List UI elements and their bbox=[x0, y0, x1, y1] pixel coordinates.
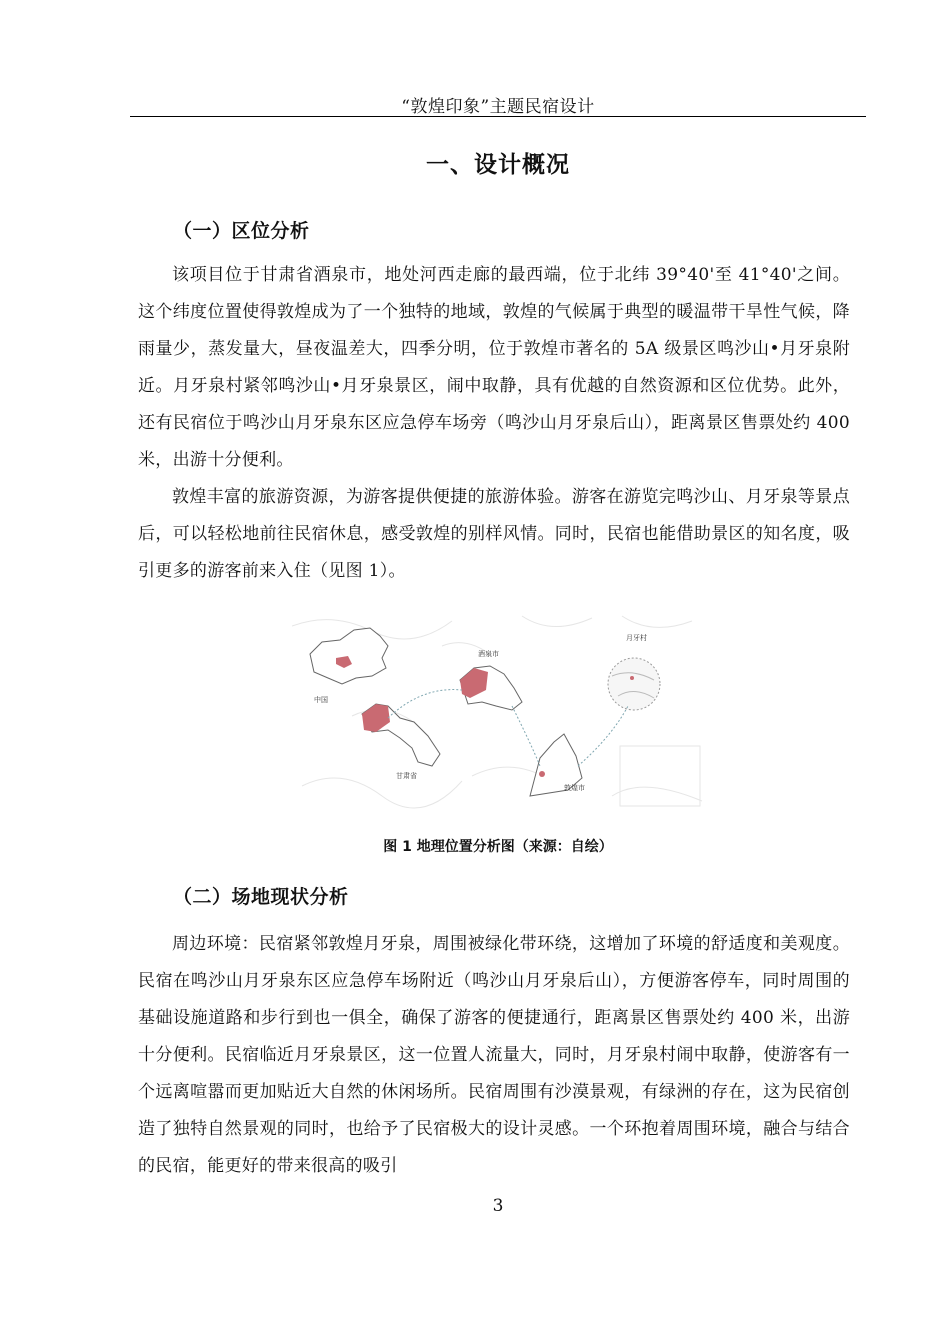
section-title-site: （二）场地现状分析 bbox=[173, 886, 349, 908]
paragraph-location-1: 该项目位于甘肃省酒泉市，地处河西走廊的最西端，位于北纬 39°40'至 41°40'之间。这个纬度位置使得敦煌成为了一个独特的地域，敦煌的气候属于典型的暖温带干旱性气候，降雨量少，蒸发量大，昼夜温差大，四季分明，位于敦煌市著名的 5A 级景区鸣沙山•月牙泉附近。月牙泉村紧邻鸣沙山•月牙泉景区，闹中取静，具有优越的自然资源和区位优势。此外，还有民宿位于鸣沙山月牙泉东区应急停车场旁（鸣沙山月牙泉后山），距离景区售票处约 400 米，出游十分便利。 bbox=[138, 265, 850, 470]
paragraph-site-1: 周边环境：民宿紧邻敦煌月牙泉，周围被绿化带环绕，这增加了环境的舒适度和美观度。民宿在鸣沙山月牙泉东区应急停车场附近（鸣沙山月牙泉后山），方便游客停车，同时周围的基础设施道路和步行到也一俱全，确保了游客的便捷通行，距离景区售票处约 400 米，出游十分便利。民宿临近月牙泉景区，这一位置人流量大，同时，月牙泉村闹中取静，使游客有一个远离喧嚣而更加贴近大自然的休闲场所。民宿周围有沙漠景观，有绿洲的存在，这为民宿创造了独特自然景观的同时，也给予了民宿极大的设计灵感。一个环抱着周围环境，融合与结合的民宿，能更好的带来很高的吸引 bbox=[138, 934, 850, 1176]
label-china: 中国 bbox=[314, 696, 328, 704]
yueya-homestay-marker bbox=[630, 676, 634, 680]
chapter-title: 一、设计概况 bbox=[426, 152, 570, 178]
china-outline bbox=[310, 628, 388, 684]
dunhuang-site-marker bbox=[539, 771, 545, 777]
label-jiuquan: 酒泉市 bbox=[478, 650, 499, 658]
section-title-location: （一）区位分析 bbox=[173, 220, 310, 242]
location-map-figure bbox=[292, 606, 704, 816]
paragraph-location-2: 敦煌丰富的旅游资源，为游客提供便捷的旅游体验。游客在游览完鸣沙山、月牙泉等景点后，可以轻松地前往民宿休息，感受敦煌的别样风情。同时，民宿也能借助景区的知名度，吸引更多的游客前来入住（见图 1）。 bbox=[138, 487, 850, 581]
figure-caption: 图 1 地理位置分析图（来源：自绘） bbox=[383, 839, 613, 855]
page-number: 3 bbox=[492, 1196, 504, 1216]
label-gansu: 甘肃省 bbox=[396, 772, 417, 780]
yueya-village-zoom-circle bbox=[608, 658, 660, 710]
connector-jiuquan-dunhuang bbox=[512, 706, 540, 766]
location-map-svg bbox=[292, 606, 704, 816]
header-rule bbox=[130, 116, 866, 117]
label-yueya: 月牙村 bbox=[626, 634, 647, 642]
label-dunhuang: 敦煌市 bbox=[564, 784, 585, 792]
running-header-title: “敦煌印象”主题民宿设计 bbox=[401, 97, 595, 117]
